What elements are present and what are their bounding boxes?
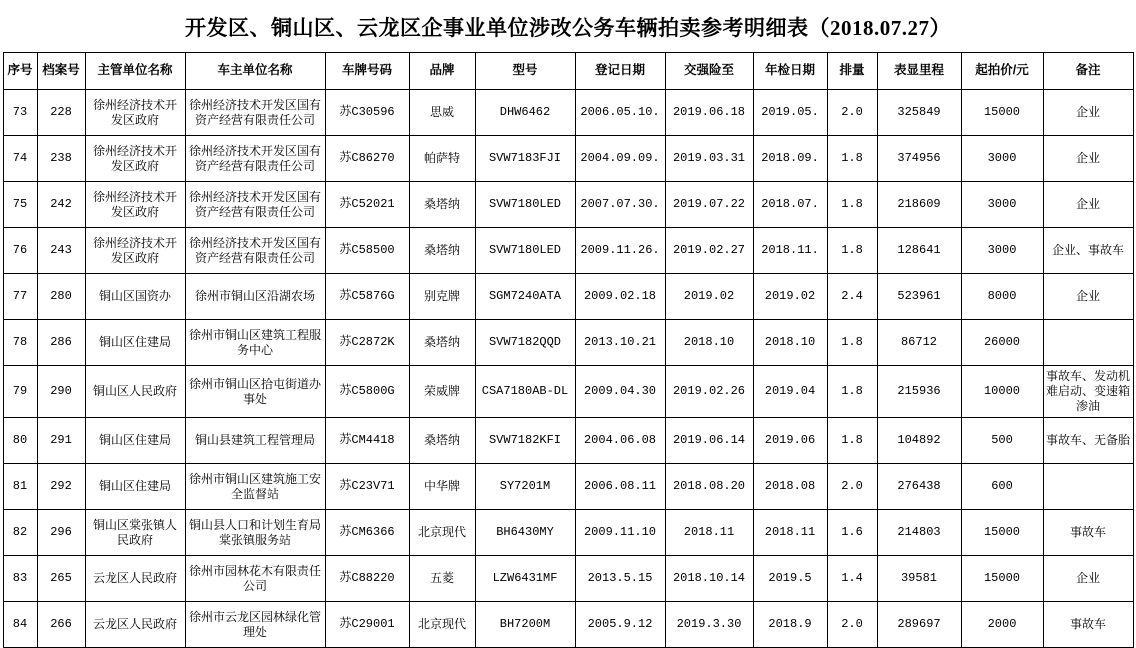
table-header-row [3, 53, 1133, 90]
cell-start-price: 600 [961, 464, 1043, 510]
cell-remark: 事故车、发动机难启动、变速箱渗油 [1043, 366, 1133, 418]
cell-displacement: 2.0 [827, 464, 877, 510]
cell-seq: 81 [3, 464, 37, 510]
cell-owner: 徐州经济技术开发区国有资产经营有限责任公司 [185, 182, 325, 228]
cell-inspect-date: 2019.04 [753, 366, 827, 418]
cell-insurance-to: 2019.3.30 [665, 602, 753, 648]
cell-file-no: 280 [37, 274, 85, 320]
cell-inspect-date: 2018.08 [753, 464, 827, 510]
cell-insurance-to: 2019.06.18 [665, 90, 753, 136]
cell-mileage: 523961 [877, 274, 961, 320]
cell-inspect-date: 2018.11. [753, 228, 827, 274]
cell-reg-date: 2009.11.26. [575, 228, 665, 274]
cell-plate: 苏C88220 [325, 556, 409, 602]
column-header-model: 型号 [475, 53, 575, 90]
cell-model: SVW7180LED [475, 228, 575, 274]
page-title: 开发区、铜山区、云龙区企事业单位涉改公务车辆拍卖参考明细表（2018.07.27） [185, 16, 951, 40]
cell-inspect-date: 2018.11 [753, 510, 827, 556]
cell-reg-date: 2013.10.21 [575, 320, 665, 366]
cell-insurance-to: 2019.07.22 [665, 182, 753, 228]
cell-remark: 事故车 [1043, 510, 1133, 556]
cell-plate: 苏C5876G [325, 274, 409, 320]
cell-inspect-date: 2019.05. [753, 90, 827, 136]
cell-start-price: 3000 [961, 136, 1043, 182]
cell-remark: 企业、事故车 [1043, 228, 1133, 274]
column-header-reg-date: 登记日期 [575, 53, 665, 90]
cell-remark: 企业 [1043, 136, 1133, 182]
column-header-start-price: 起拍价/元 [961, 53, 1043, 90]
cell-brand: 别克牌 [409, 274, 475, 320]
cell-plate: 苏CM6366 [325, 510, 409, 556]
cell-dept: 铜山区棠张镇人民政府 [85, 510, 185, 556]
cell-insurance-to: 2019.03.31 [665, 136, 753, 182]
cell-brand: 桑塔纳 [409, 182, 475, 228]
cell-mileage: 374956 [877, 136, 961, 182]
table-row [3, 182, 1133, 228]
cell-model: CSA7180AB-DL [475, 366, 575, 418]
cell-plate: 苏C23V71 [325, 464, 409, 510]
cell-owner: 徐州经济技术开发区国有资产经营有限责任公司 [185, 90, 325, 136]
cell-model: SGM7240ATA [475, 274, 575, 320]
cell-dept: 云龙区人民政府 [85, 602, 185, 648]
cell-brand: 思威 [409, 90, 475, 136]
cell-displacement: 1.8 [827, 320, 877, 366]
cell-inspect-date: 2018.07. [753, 182, 827, 228]
table-row [3, 274, 1133, 320]
cell-brand: 帕萨特 [409, 136, 475, 182]
cell-start-price: 26000 [961, 320, 1043, 366]
cell-owner: 铜山县建筑工程管理局 [185, 418, 325, 464]
cell-reg-date: 2006.08.11 [575, 464, 665, 510]
cell-remark: 企业 [1043, 274, 1133, 320]
cell-reg-date: 2009.11.10 [575, 510, 665, 556]
cell-start-price: 8000 [961, 274, 1043, 320]
cell-seq: 74 [3, 136, 37, 182]
cell-plate: 苏C30596 [325, 90, 409, 136]
cell-file-no: 228 [37, 90, 85, 136]
cell-dept: 铜山区人民政府 [85, 366, 185, 418]
cell-brand: 中华牌 [409, 464, 475, 510]
cell-file-no: 265 [37, 556, 85, 602]
cell-file-no: 238 [37, 136, 85, 182]
cell-displacement: 1.8 [827, 418, 877, 464]
cell-displacement: 1.8 [827, 228, 877, 274]
table-row [3, 418, 1133, 464]
cell-insurance-to: 2019.02 [665, 274, 753, 320]
cell-dept: 铜山区住建局 [85, 464, 185, 510]
cell-remark: 企业 [1043, 556, 1133, 602]
table-body [3, 90, 1133, 648]
cell-reg-date: 2009.04.30 [575, 366, 665, 418]
cell-owner: 铜山县人口和计划生育局棠张镇服务站 [185, 510, 325, 556]
cell-start-price: 500 [961, 418, 1043, 464]
column-header-displacement: 排量 [827, 53, 877, 90]
column-header-owner: 车主单位名称 [185, 53, 325, 90]
cell-seq: 80 [3, 418, 37, 464]
column-header-seq: 序号 [3, 53, 37, 90]
cell-insurance-to: 2018.10.14 [665, 556, 753, 602]
table-row [3, 602, 1133, 648]
cell-remark: 事故车、无备胎 [1043, 418, 1133, 464]
cell-start-price: 3000 [961, 182, 1043, 228]
cell-seq: 82 [3, 510, 37, 556]
cell-mileage: 39581 [877, 556, 961, 602]
cell-model: SVW7183FJI [475, 136, 575, 182]
cell-owner: 徐州市云龙区园林绿化管理处 [185, 602, 325, 648]
table-row [3, 366, 1133, 418]
cell-seq: 79 [3, 366, 37, 418]
cell-owner: 徐州市铜山区沿湖农场 [185, 274, 325, 320]
cell-inspect-date: 2019.02 [753, 274, 827, 320]
table-row [3, 320, 1133, 366]
cell-dept: 徐州经济技术开发区政府 [85, 90, 185, 136]
cell-plate: 苏C86270 [325, 136, 409, 182]
cell-displacement: 2.4 [827, 274, 877, 320]
cell-dept: 铜山区住建局 [85, 320, 185, 366]
column-header-mileage: 表显里程 [877, 53, 961, 90]
cell-remark: 事故车 [1043, 602, 1133, 648]
cell-model: DHW6462 [475, 90, 575, 136]
cell-model: BH7200M [475, 602, 575, 648]
cell-plate: 苏C52021 [325, 182, 409, 228]
table-row [3, 228, 1133, 274]
cell-brand: 五菱 [409, 556, 475, 602]
cell-remark: 企业 [1043, 90, 1133, 136]
cell-mileage: 276438 [877, 464, 961, 510]
cell-inspect-date: 2018.09. [753, 136, 827, 182]
cell-inspect-date: 2019.06 [753, 418, 827, 464]
cell-brand: 桑塔纳 [409, 228, 475, 274]
cell-plate: 苏C58500 [325, 228, 409, 274]
cell-model: SVW7182KFI [475, 418, 575, 464]
cell-reg-date: 2006.05.10. [575, 90, 665, 136]
cell-dept: 云龙区人民政府 [85, 556, 185, 602]
cell-reg-date: 2004.06.08 [575, 418, 665, 464]
cell-start-price: 15000 [961, 90, 1043, 136]
cell-file-no: 296 [37, 510, 85, 556]
cell-mileage: 289697 [877, 602, 961, 648]
cell-model: SVW7182QQD [475, 320, 575, 366]
column-header-remark: 备注 [1043, 53, 1133, 90]
cell-file-no: 242 [37, 182, 85, 228]
cell-mileage: 128641 [877, 228, 961, 274]
cell-insurance-to: 2018.11 [665, 510, 753, 556]
table-row [3, 510, 1133, 556]
cell-insurance-to: 2019.02.26 [665, 366, 753, 418]
cell-model: SY7201M [475, 464, 575, 510]
cell-file-no: 266 [37, 602, 85, 648]
cell-mileage: 86712 [877, 320, 961, 366]
cell-start-price: 3000 [961, 228, 1043, 274]
cell-owner: 徐州市铜山区拾屯街道办事处 [185, 366, 325, 418]
column-header-brand: 品牌 [409, 53, 475, 90]
cell-displacement: 1.8 [827, 366, 877, 418]
cell-insurance-to: 2019.02.27 [665, 228, 753, 274]
cell-plate: 苏C29001 [325, 602, 409, 648]
cell-inspect-date: 2018.10 [753, 320, 827, 366]
cell-seq: 84 [3, 602, 37, 648]
column-header-inspect-date: 年检日期 [753, 53, 827, 90]
cell-reg-date: 2004.09.09. [575, 136, 665, 182]
cell-plate: 苏C5800G [325, 366, 409, 418]
cell-plate: 苏C2872K [325, 320, 409, 366]
cell-brand: 荣威牌 [409, 366, 475, 418]
column-header-insurance-to: 交强险至 [665, 53, 753, 90]
cell-remark [1043, 464, 1133, 510]
cell-displacement: 1.8 [827, 182, 877, 228]
cell-owner: 徐州经济技术开发区国有资产经营有限责任公司 [185, 228, 325, 274]
table-row [3, 464, 1133, 510]
cell-remark [1043, 320, 1133, 366]
cell-model: SVW7180LED [475, 182, 575, 228]
cell-displacement: 1.4 [827, 556, 877, 602]
cell-mileage: 214803 [877, 510, 961, 556]
table-row [3, 90, 1133, 136]
cell-remark: 企业 [1043, 182, 1133, 228]
cell-seq: 76 [3, 228, 37, 274]
cell-seq: 75 [3, 182, 37, 228]
cell-brand: 北京现代 [409, 510, 475, 556]
cell-seq: 77 [3, 274, 37, 320]
cell-owner: 徐州市园林花木有限责任公司 [185, 556, 325, 602]
cell-file-no: 243 [37, 228, 85, 274]
cell-mileage: 215936 [877, 366, 961, 418]
cell-displacement: 1.6 [827, 510, 877, 556]
cell-model: BH6430MY [475, 510, 575, 556]
cell-seq: 73 [3, 90, 37, 136]
cell-mileage: 218609 [877, 182, 961, 228]
cell-dept: 铜山区住建局 [85, 418, 185, 464]
cell-dept: 徐州经济技术开发区政府 [85, 182, 185, 228]
cell-plate: 苏CM4418 [325, 418, 409, 464]
table-row [3, 556, 1133, 602]
cell-brand: 桑塔纳 [409, 418, 475, 464]
cell-owner: 徐州市铜山区建筑施工安全监督站 [185, 464, 325, 510]
cell-start-price: 10000 [961, 366, 1043, 418]
cell-start-price: 15000 [961, 556, 1043, 602]
cell-seq: 78 [3, 320, 37, 366]
cell-model: LZW6431MF [475, 556, 575, 602]
cell-start-price: 2000 [961, 602, 1043, 648]
cell-mileage: 325849 [877, 90, 961, 136]
column-header-plate: 车牌号码 [325, 53, 409, 90]
cell-mileage: 104892 [877, 418, 961, 464]
table-row [3, 136, 1133, 182]
vehicle-auction-table [3, 52, 1134, 648]
cell-insurance-to: 2019.06.14 [665, 418, 753, 464]
cell-file-no: 286 [37, 320, 85, 366]
cell-reg-date: 2013.5.15 [575, 556, 665, 602]
cell-insurance-to: 2018.08.20 [665, 464, 753, 510]
cell-owner: 徐州市铜山区建筑工程服务中心 [185, 320, 325, 366]
cell-brand: 桑塔纳 [409, 320, 475, 366]
cell-dept: 徐州经济技术开发区政府 [85, 228, 185, 274]
cell-file-no: 291 [37, 418, 85, 464]
cell-inspect-date: 2019.5 [753, 556, 827, 602]
cell-reg-date: 2009.02.18 [575, 274, 665, 320]
column-header-file-no: 档案号 [37, 53, 85, 90]
cell-insurance-to: 2018.10 [665, 320, 753, 366]
cell-file-no: 292 [37, 464, 85, 510]
cell-dept: 铜山区国资办 [85, 274, 185, 320]
cell-displacement: 2.0 [827, 90, 877, 136]
cell-start-price: 15000 [961, 510, 1043, 556]
cell-displacement: 2.0 [827, 602, 877, 648]
cell-owner: 徐州经济技术开发区国有资产经营有限责任公司 [185, 136, 325, 182]
cell-reg-date: 2005.9.12 [575, 602, 665, 648]
cell-displacement: 1.8 [827, 136, 877, 182]
cell-file-no: 290 [37, 366, 85, 418]
cell-seq: 83 [3, 556, 37, 602]
cell-inspect-date: 2018.9 [753, 602, 827, 648]
cell-brand: 北京现代 [409, 602, 475, 648]
cell-dept: 徐州经济技术开发区政府 [85, 136, 185, 182]
cell-reg-date: 2007.07.30. [575, 182, 665, 228]
column-header-dept: 主管单位名称 [85, 53, 185, 90]
